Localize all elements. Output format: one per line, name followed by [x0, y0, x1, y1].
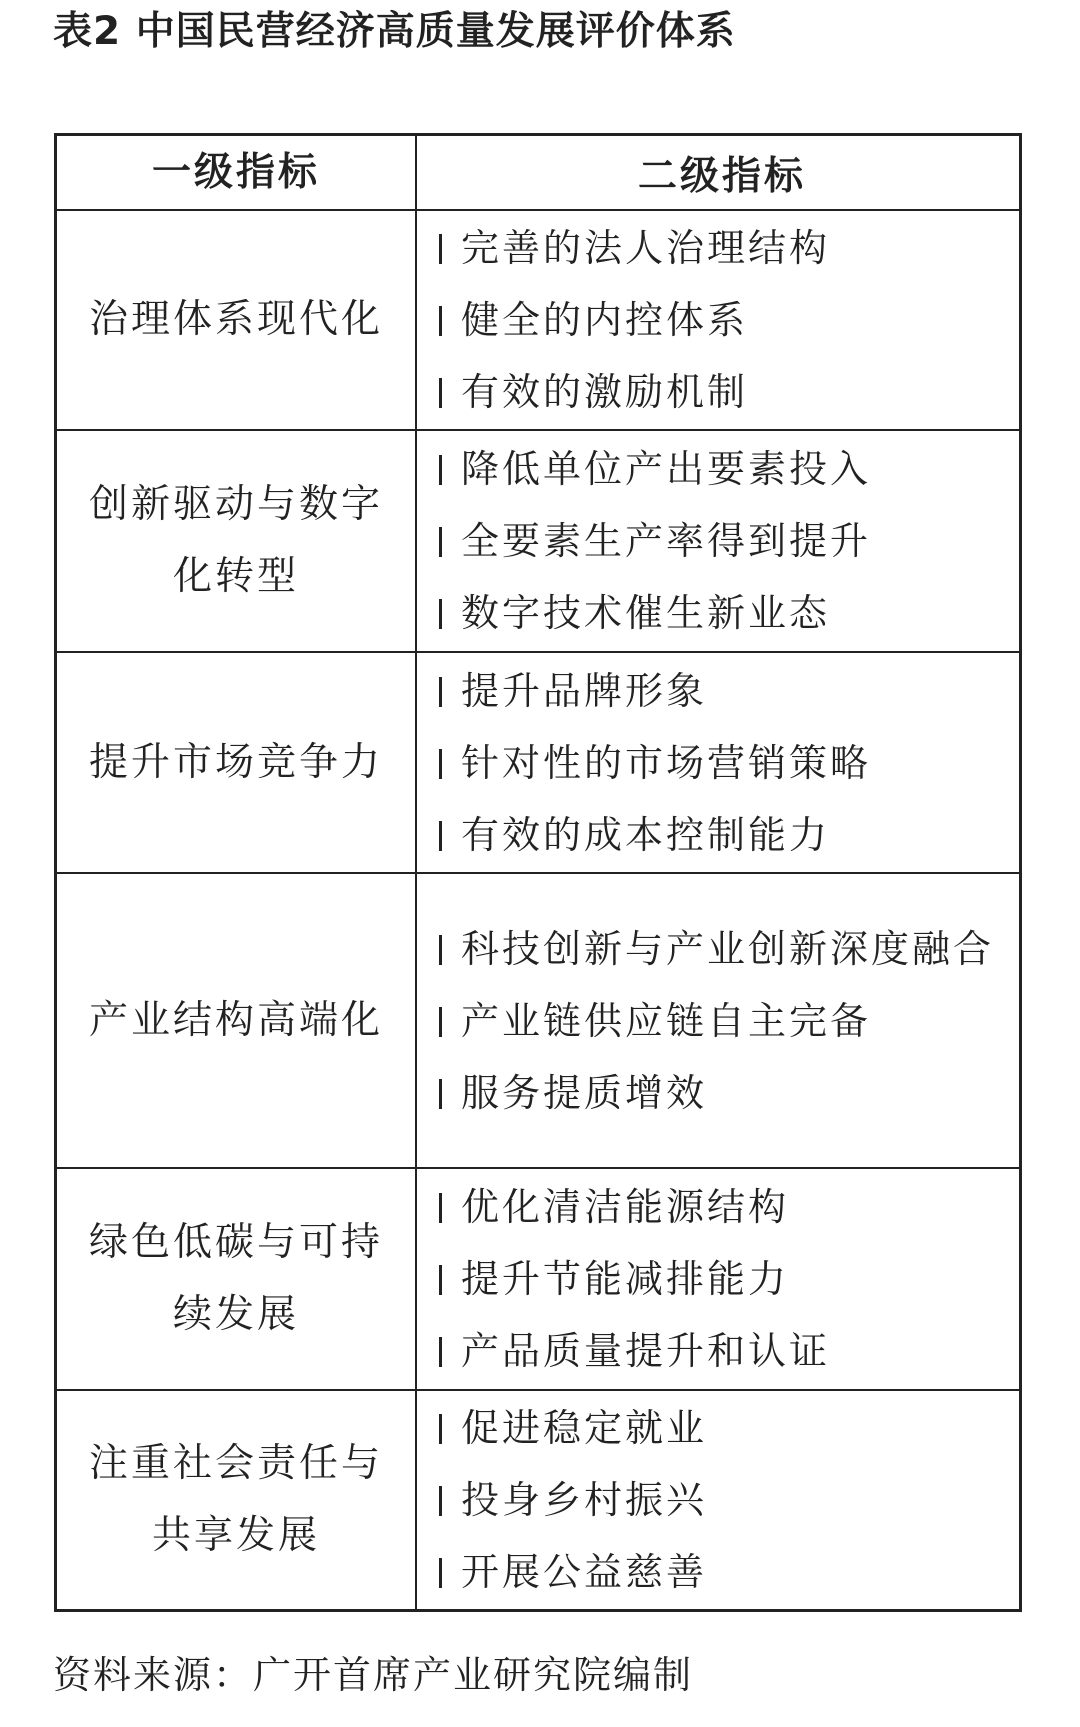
bullet-bar: [439, 1337, 442, 1367]
level2-list: [417, 1169, 1019, 1389]
table-header-row: [57, 136, 1019, 209]
level2-list: [417, 653, 1019, 872]
table-row: [57, 429, 1019, 651]
table-row: [57, 1167, 1019, 1389]
evaluation-table: [54, 133, 1022, 1612]
level2-item: 数字技术催生新业态: [439, 577, 1005, 649]
level2-item: 有效的成本控制能力: [439, 799, 1005, 871]
level2-list: [417, 874, 1019, 1167]
bullet-bar: [439, 935, 442, 965]
bullet-bar: [439, 821, 442, 851]
level2-item: 健全的内控体系: [439, 284, 1005, 356]
level2-item: 服务提质增效: [439, 1057, 1005, 1129]
bullet-bar: [439, 599, 442, 629]
level2-item: 促进稳定就业: [439, 1392, 1005, 1464]
bullet-bar: [439, 455, 442, 485]
bullet-bar: [439, 378, 442, 408]
level2-item: 降低单位产出要素投入: [439, 433, 1005, 505]
level2-item: 优化清洁能源结构: [439, 1171, 1005, 1243]
source-note: 资料来源：广开首席产业研究院编制: [53, 1653, 694, 1697]
bullet-bar: [439, 1265, 442, 1295]
bullet-bar: [439, 677, 442, 707]
level2-item: 科技创新与产业创新深度融合: [439, 913, 1005, 985]
table-row: [57, 209, 1019, 429]
bullet-bar: [439, 1079, 442, 1109]
bullet-bar: [439, 1558, 442, 1588]
level1-indicator: 注重社会责任与共享发展: [57, 1391, 417, 1609]
level2-list: [417, 431, 1019, 651]
bullet-bar: [439, 1193, 442, 1223]
level2-item: 全要素生产率得到提升: [439, 505, 1005, 577]
level1-indicator: 产业结构高端化: [57, 874, 417, 1167]
level2-item: 针对性的市场营销策略: [439, 727, 1005, 799]
level2-item: 有效的激励机制: [439, 356, 1005, 428]
level2-list: [417, 1391, 1019, 1609]
bullet-bar: [439, 527, 442, 557]
bullet-bar: [439, 1414, 442, 1444]
level2-item: 产业链供应链自主完备: [439, 985, 1005, 1057]
header-level2: 二级指标: [637, 153, 806, 199]
level2-item: 产品质量提升和认证: [439, 1315, 1005, 1387]
level1-indicator: 提升市场竞争力: [57, 653, 417, 872]
level2-item: 提升品牌形象: [439, 655, 1005, 727]
bullet-bar: [439, 1486, 442, 1516]
bullet-bar: [439, 1007, 442, 1037]
bullet-bar: [439, 749, 442, 779]
table-row: [57, 1389, 1019, 1609]
header-level1: 一级指标: [57, 136, 417, 209]
level2-item: 提升节能减排能力: [439, 1243, 1005, 1315]
level2-item: 完善的法人治理结构: [439, 212, 1005, 284]
table-row: [57, 872, 1019, 1167]
bullet-bar: [439, 234, 442, 264]
bullet-bar: [439, 306, 442, 336]
table-title: 表2 中国民营经济高质量发展评价体系: [53, 9, 736, 54]
level2-item: 投身乡村振兴: [439, 1464, 1005, 1536]
level2-list: [417, 211, 1019, 429]
level1-indicator: 创新驱动与数字化转型: [57, 431, 417, 651]
level2-item: 开展公益慈善: [439, 1536, 1005, 1608]
table-row: [57, 651, 1019, 872]
level1-indicator: 治理体系现代化: [57, 211, 417, 429]
level1-indicator: 绿色低碳与可持续发展: [57, 1169, 417, 1389]
